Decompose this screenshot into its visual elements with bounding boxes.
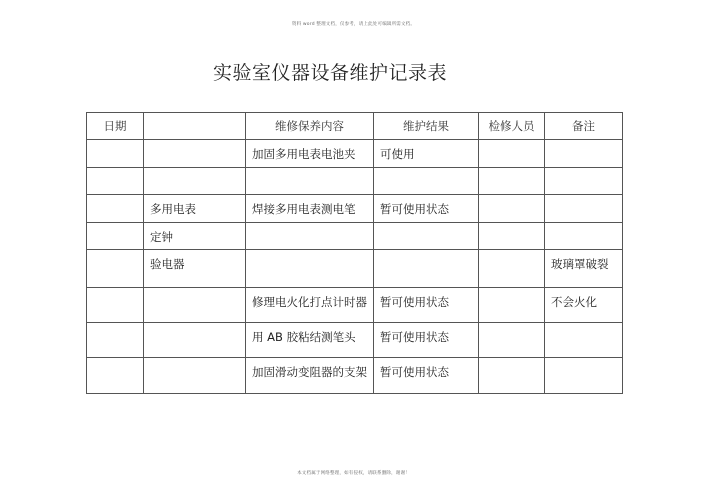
column-header-technician: 检修人员: [479, 113, 545, 140]
equipment-cell: 多用电表: [144, 195, 246, 223]
table-row: [87, 250, 623, 288]
table-row: [87, 168, 623, 195]
date-cell: [87, 168, 144, 195]
equipment-cell: [144, 358, 246, 394]
remarks-cell: [545, 195, 623, 223]
table-row: [87, 223, 623, 250]
maintenance-content-cell: [246, 250, 374, 288]
result-cell: 可使用: [374, 140, 479, 168]
equipment-cell: 验电器: [144, 250, 246, 288]
remarks-cell: [545, 168, 623, 195]
maintenance-content-cell: 加固滑动变阻器的支架: [246, 358, 374, 394]
technician-cell: [479, 140, 545, 168]
date-cell: [87, 250, 144, 288]
technician-cell: [479, 195, 545, 223]
page-title: 实验室仪器设备维护记录表: [212, 62, 447, 84]
result-cell: [374, 168, 479, 195]
remarks-cell: 不会火化: [545, 288, 623, 323]
technician-cell: [479, 288, 545, 323]
maintenance-record-table: [86, 112, 623, 394]
result-cell: 暂可使用状态: [374, 358, 479, 394]
table-row: [87, 358, 623, 394]
date-cell: [87, 323, 144, 358]
column-header-date: 日期: [87, 113, 144, 140]
date-cell: [87, 140, 144, 168]
technician-cell: [479, 323, 545, 358]
remarks-cell: 玻璃罩破裂: [545, 250, 623, 288]
table-header-row: [87, 113, 623, 140]
equipment-cell: [144, 140, 246, 168]
date-cell: [87, 288, 144, 323]
table-row: [87, 323, 623, 358]
technician-cell: [479, 168, 545, 195]
equipment-cell: [144, 168, 246, 195]
technician-cell: [479, 358, 545, 394]
remarks-cell: [545, 323, 623, 358]
column-header-result: 维护结果: [374, 113, 479, 140]
remarks-cell: [545, 223, 623, 250]
footer-note: 本文档属于网络整理，如有侵权，请联系删除，谢谢！: [297, 471, 410, 476]
date-cell: [87, 195, 144, 223]
remarks-cell: [545, 140, 623, 168]
maintenance-content-cell: [246, 168, 374, 195]
column-header-maintenance-content: 维修保养内容: [246, 113, 374, 140]
equipment-cell: 定钟: [144, 223, 246, 250]
maintenance-content-cell: 焊接多用电表测电笔: [246, 195, 374, 223]
result-cell: 暂可使用状态: [374, 195, 479, 223]
equipment-cell: [144, 323, 246, 358]
header-note: 资料 word 整理文档，仅参考，请上此处可编辑所需文档。: [291, 22, 416, 27]
table-row: [87, 288, 623, 323]
technician-cell: [479, 250, 545, 288]
column-header-equipment: [144, 113, 246, 140]
technician-cell: [479, 223, 545, 250]
date-cell: [87, 223, 144, 250]
maintenance-content-cell: 修理电火化打点计时器: [246, 288, 374, 323]
maintenance-content-cell: 用 AB 胶粘结测笔头: [246, 323, 374, 358]
maintenance-content-cell: 加固多用电表电池夹: [246, 140, 374, 168]
maintenance-content-cell: [246, 223, 374, 250]
result-cell: 暂可使用状态: [374, 288, 479, 323]
date-cell: [87, 358, 144, 394]
table-row: [87, 140, 623, 168]
remarks-cell: [545, 358, 623, 394]
equipment-cell: [144, 288, 246, 323]
result-cell: [374, 250, 479, 288]
column-header-remarks: 备注: [545, 113, 623, 140]
result-cell: 暂可使用状态: [374, 323, 479, 358]
result-cell: [374, 223, 479, 250]
table-row: [87, 195, 623, 223]
